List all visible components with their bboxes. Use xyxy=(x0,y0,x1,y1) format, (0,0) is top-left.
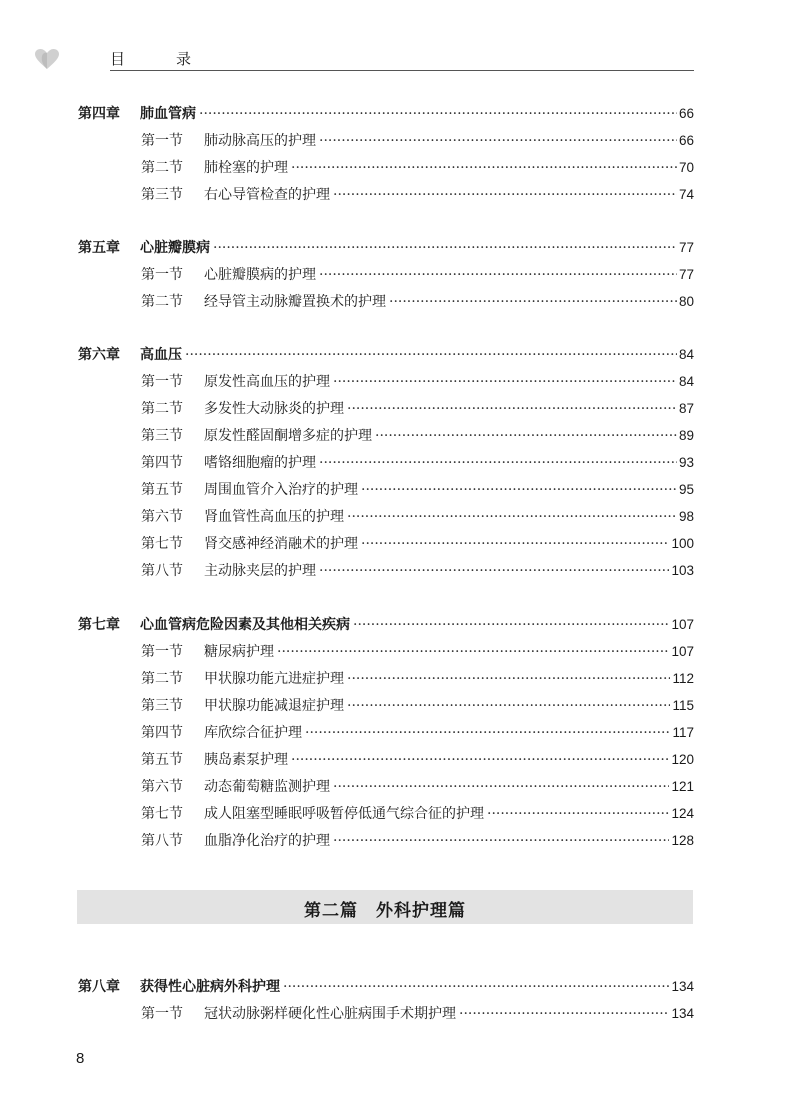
section-title: 冠状动脉粥样硬化性心脏病围手术期护理 xyxy=(204,1006,456,1022)
toc-page-number: 66 xyxy=(678,106,694,121)
page-number: 8 xyxy=(76,1050,85,1067)
toc-section-entry[interactable] xyxy=(0,777,800,797)
section-title: 肺栓塞的护理 xyxy=(204,160,288,176)
toc-section-entry[interactable] xyxy=(0,723,800,743)
dot-leader xyxy=(333,831,669,851)
chapter-label: 第四章 xyxy=(78,106,120,122)
toc-page-number: 87 xyxy=(678,401,694,416)
dot-leader xyxy=(459,1004,669,1024)
section-label: 第五节 xyxy=(141,482,183,498)
toc-section-entry[interactable] xyxy=(0,453,800,473)
toc-section-entry[interactable] xyxy=(0,804,800,824)
toc-section-entry[interactable] xyxy=(0,696,800,716)
toc-section-entry[interactable] xyxy=(0,480,800,500)
chapter-title: 心血管病危险因素及其他相关疾病 xyxy=(140,617,350,633)
section-label: 第二节 xyxy=(141,401,183,417)
section-label: 第一节 xyxy=(141,644,183,660)
header-rule xyxy=(110,70,694,71)
section-label: 第一节 xyxy=(141,133,183,149)
toc-chapter-entry[interactable] xyxy=(0,238,800,258)
dot-leader xyxy=(319,131,677,151)
part-heading-band xyxy=(77,890,693,924)
chapter-title: 获得性心脏病外科护理 xyxy=(140,979,280,995)
section-title: 原发性高血压的护理 xyxy=(204,374,330,390)
toc-section-entry[interactable] xyxy=(0,534,800,554)
section-title: 原发性醛固酮增多症的护理 xyxy=(204,428,372,444)
toc-section-entry[interactable] xyxy=(0,426,800,446)
toc-page-number: 98 xyxy=(678,509,694,524)
section-label: 第一节 xyxy=(141,267,183,283)
section-label: 第八节 xyxy=(141,833,183,849)
toc-page-number: 80 xyxy=(678,294,694,309)
dot-leader xyxy=(185,345,677,365)
toc-section-entry[interactable] xyxy=(0,265,800,285)
dot-leader xyxy=(347,399,677,419)
section-title: 经导管主动脉瓣置换术的护理 xyxy=(204,294,386,310)
dot-leader xyxy=(361,534,669,554)
toc-page-number: 89 xyxy=(678,428,694,443)
section-label: 第一节 xyxy=(141,374,183,390)
dot-leader xyxy=(283,977,669,997)
toc-section-entry[interactable] xyxy=(0,750,800,770)
toc-chapter-entry[interactable] xyxy=(0,345,800,365)
toc-section-entry[interactable] xyxy=(0,507,800,527)
toc-section-entry[interactable] xyxy=(0,561,800,581)
chapter-label: 第五章 xyxy=(78,240,120,256)
dot-leader xyxy=(291,158,677,178)
dot-leader xyxy=(319,453,677,473)
dot-leader xyxy=(319,561,669,581)
chapter-label: 第八章 xyxy=(78,979,120,995)
toc-page-number: 128 xyxy=(671,833,694,848)
dot-leader xyxy=(199,104,677,124)
section-title: 心脏瓣膜病的护理 xyxy=(204,267,316,283)
toc-section-entry[interactable] xyxy=(0,1004,800,1024)
chapter-label: 第七章 xyxy=(78,617,120,633)
toc-page-number: 117 xyxy=(672,725,694,740)
toc-section-entry[interactable] xyxy=(0,399,800,419)
section-label: 第三节 xyxy=(141,428,183,444)
section-label: 第一节 xyxy=(141,1006,183,1022)
toc-page-number: 74 xyxy=(678,187,694,202)
toc-section-entry[interactable] xyxy=(0,831,800,851)
header-title: 目 录 xyxy=(110,50,210,68)
dot-leader xyxy=(361,480,677,500)
dot-leader xyxy=(353,615,669,635)
dot-leader xyxy=(389,292,677,312)
dot-leader xyxy=(213,238,677,258)
dot-leader xyxy=(347,696,670,716)
toc-section-entry[interactable] xyxy=(0,185,800,205)
section-title: 右心导管检查的护理 xyxy=(204,187,330,203)
chapter-label: 第六章 xyxy=(78,347,120,363)
section-title: 库欣综合征护理 xyxy=(204,725,302,741)
toc-page-number: 124 xyxy=(671,806,694,821)
toc-page-number: 107 xyxy=(671,617,694,632)
dot-leader xyxy=(487,804,669,824)
section-title: 糖尿病护理 xyxy=(204,644,274,660)
dot-leader xyxy=(333,185,677,205)
section-label: 第三节 xyxy=(141,187,183,203)
section-title: 肾血管性高血压的护理 xyxy=(204,509,344,525)
section-label: 第六节 xyxy=(141,779,183,795)
toc-page-number: 77 xyxy=(678,267,694,282)
part-title: 第二篇 外科护理篇 xyxy=(304,901,466,921)
dot-leader xyxy=(333,777,669,797)
toc-page-number: 107 xyxy=(671,644,694,659)
section-title: 周围血管介入治疗的护理 xyxy=(204,482,358,498)
section-label: 第七节 xyxy=(141,806,183,822)
page-header xyxy=(34,46,694,72)
toc-page-number: 120 xyxy=(671,752,694,767)
toc-page-number: 134 xyxy=(671,979,694,994)
toc-page-number: 66 xyxy=(678,133,694,148)
toc-section-entry[interactable] xyxy=(0,131,800,151)
dot-leader xyxy=(347,507,677,527)
section-title: 成人阻塞型睡眠呼吸暂停低通气综合征的护理 xyxy=(204,806,484,822)
section-title: 血脂净化治疗的护理 xyxy=(204,833,330,849)
section-label: 第四节 xyxy=(141,725,183,741)
toc-page-number: 112 xyxy=(672,671,694,686)
chapter-title: 心脏瓣膜病 xyxy=(140,240,210,256)
toc-page-number: 93 xyxy=(678,455,694,470)
dot-leader xyxy=(305,723,670,743)
section-title: 主动脉夹层的护理 xyxy=(204,563,316,579)
toc-section-entry[interactable] xyxy=(0,642,800,662)
section-title: 肺动脉高压的护理 xyxy=(204,133,316,149)
chapter-title: 高血压 xyxy=(140,347,182,363)
toc-page-number: 70 xyxy=(678,160,694,175)
section-label: 第四节 xyxy=(141,455,183,471)
toc-page-number: 77 xyxy=(678,240,694,255)
dot-leader xyxy=(375,426,677,446)
toc-chapter-entry[interactable] xyxy=(0,104,800,124)
toc-section-entry[interactable] xyxy=(0,292,800,312)
section-title: 胰岛素泵护理 xyxy=(204,752,288,768)
section-title: 动态葡萄糖监测护理 xyxy=(204,779,330,795)
chapter-title: 肺血管病 xyxy=(140,106,196,122)
toc-page-number: 134 xyxy=(671,1006,694,1021)
toc-section-entry[interactable] xyxy=(0,372,800,392)
dot-leader xyxy=(277,642,669,662)
section-title: 嗜铬细胞瘤的护理 xyxy=(204,455,316,471)
section-title: 肾交感神经消融术的护理 xyxy=(204,536,358,552)
toc-page-number: 84 xyxy=(678,374,694,389)
toc-page-number: 84 xyxy=(678,347,694,362)
toc-chapter-entry[interactable] xyxy=(0,977,800,997)
toc-page-number: 100 xyxy=(671,536,694,551)
section-label: 第二节 xyxy=(141,160,183,176)
section-label: 第五节 xyxy=(141,752,183,768)
dot-leader xyxy=(347,669,670,689)
section-title: 多发性大动脉炎的护理 xyxy=(204,401,344,417)
toc-page-number: 121 xyxy=(671,779,694,794)
toc-section-entry[interactable] xyxy=(0,669,800,689)
dot-leader xyxy=(291,750,669,770)
toc-chapter-entry[interactable] xyxy=(0,615,800,635)
toc-section-entry[interactable] xyxy=(0,158,800,178)
section-label: 第八节 xyxy=(141,563,183,579)
heart-icon xyxy=(34,48,60,70)
section-label: 第二节 xyxy=(141,671,183,687)
section-label: 第三节 xyxy=(141,698,183,714)
section-label: 第六节 xyxy=(141,509,183,525)
section-title: 甲状腺功能亢进症护理 xyxy=(204,671,344,687)
toc-page-number: 103 xyxy=(671,563,694,578)
section-title: 甲状腺功能减退症护理 xyxy=(204,698,344,714)
toc-page-number: 95 xyxy=(678,482,694,497)
section-label: 第二节 xyxy=(141,294,183,310)
dot-leader xyxy=(333,372,677,392)
toc-page-number: 115 xyxy=(672,698,694,713)
dot-leader xyxy=(319,265,677,285)
section-label: 第七节 xyxy=(141,536,183,552)
